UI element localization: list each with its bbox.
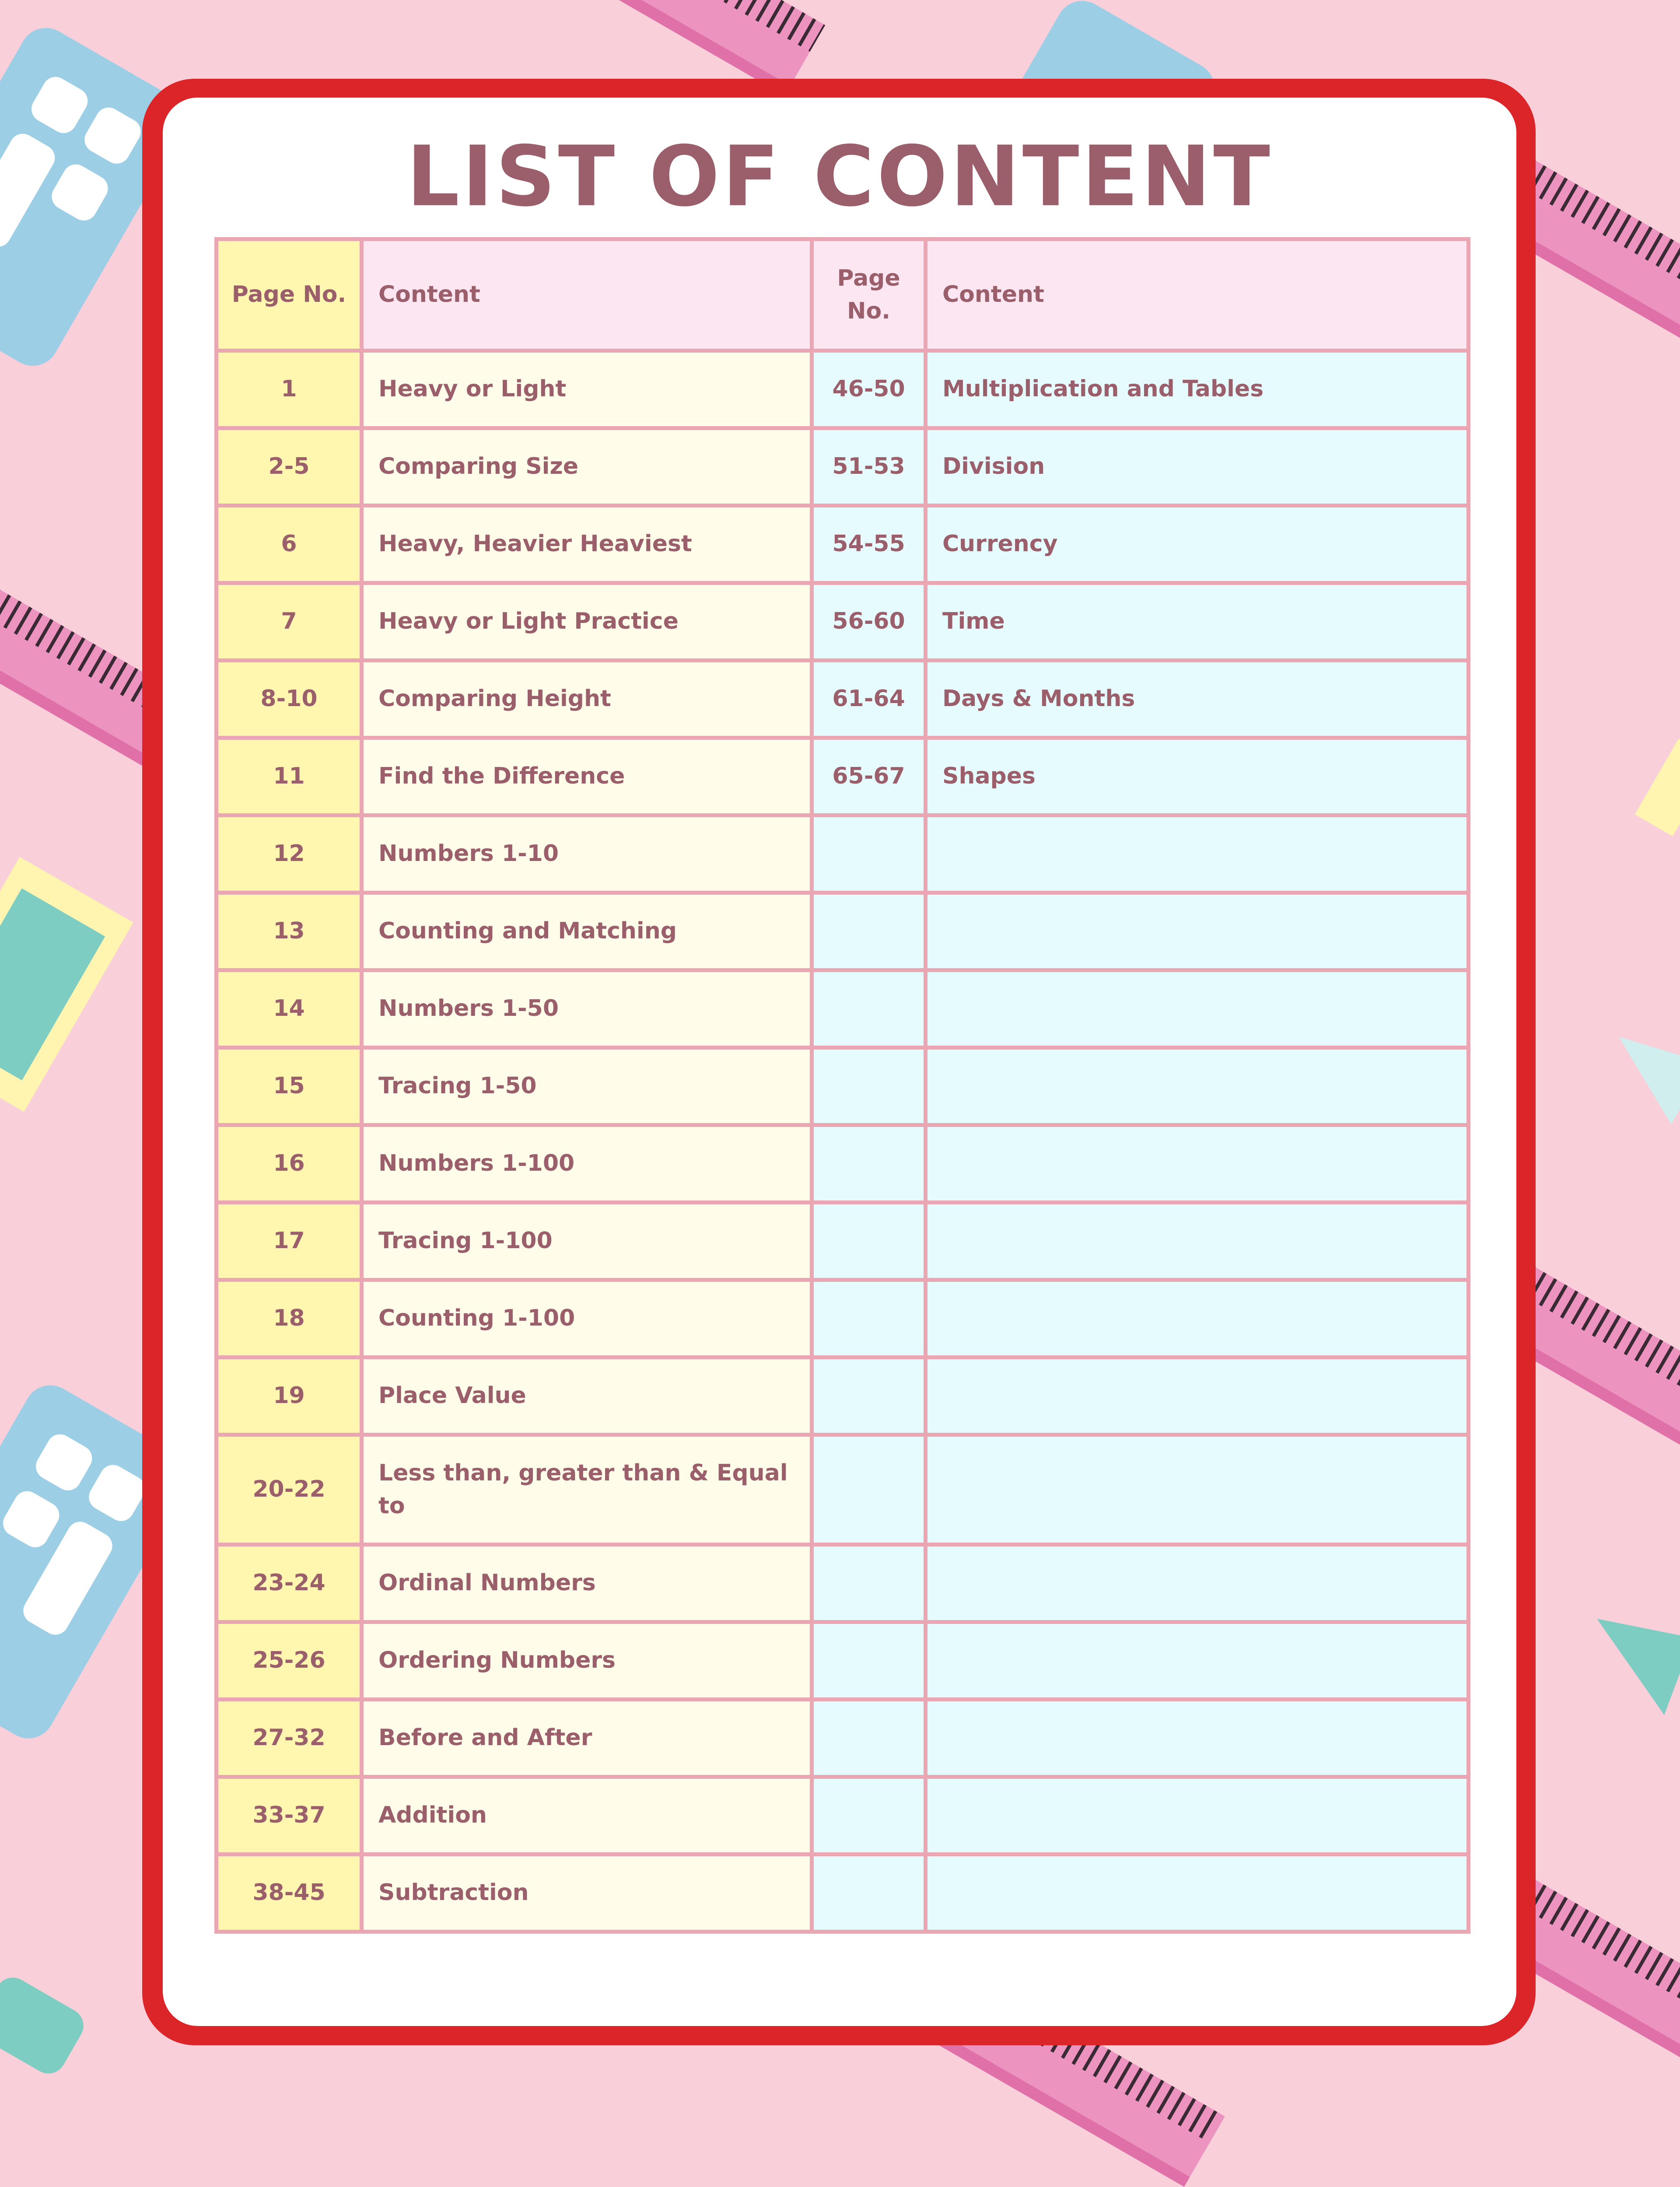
content-right: Shapes	[926, 738, 1469, 815]
table-row	[217, 1622, 1469, 1700]
content-right: Multiplication and Tables	[926, 351, 1469, 428]
content-right	[926, 1203, 1469, 1280]
content-card	[142, 79, 1536, 2045]
page-number-left: 14	[217, 970, 362, 1048]
content-right	[926, 1125, 1469, 1203]
content-right	[926, 1545, 1469, 1622]
contents-table	[214, 237, 1470, 1934]
content-right	[926, 970, 1469, 1048]
page-number-right	[812, 815, 926, 893]
card-inner	[163, 98, 1516, 2026]
table-row	[217, 1700, 1469, 1777]
content-left: Addition	[362, 1777, 812, 1855]
table-row	[217, 1280, 1469, 1358]
page-number-left: 13	[217, 893, 362, 970]
page-number-left: 8-10	[217, 661, 362, 738]
table-row	[217, 351, 1469, 428]
table-row	[217, 1048, 1469, 1125]
page-number-right	[812, 1855, 926, 1932]
page-number-left: 25-26	[217, 1622, 362, 1700]
content-right	[926, 1777, 1469, 1855]
page-number-right	[812, 1545, 926, 1622]
page-number-left: 11	[217, 738, 362, 815]
page-number-right: 51-53	[812, 428, 926, 506]
content-left: Heavy, Heavier Heaviest	[362, 506, 812, 583]
table-row	[217, 506, 1469, 583]
page-number-right	[812, 1358, 926, 1435]
eraser-icon	[1597, 1619, 1680, 1715]
page-number-left: 20-22	[217, 1435, 362, 1545]
page-number-left: 33-37	[217, 1777, 362, 1855]
header-page-no-1: Page No.	[217, 239, 362, 351]
page-number-right: 65-67	[812, 738, 926, 815]
table-row	[217, 1125, 1469, 1203]
content-left: Find the Difference	[362, 738, 812, 815]
content-left: Tracing 1-50	[362, 1048, 812, 1125]
page-number-right	[812, 1203, 926, 1280]
content-left: Counting 1-100	[362, 1280, 812, 1358]
page-number-right	[812, 1048, 926, 1125]
page-number-left: 15	[217, 1048, 362, 1125]
page-number-left: 1	[217, 351, 362, 428]
content-left: Numbers 1-50	[362, 970, 812, 1048]
page-number-left: 12	[217, 815, 362, 893]
content-left: Tracing 1-100	[362, 1203, 812, 1280]
table-row	[217, 1777, 1469, 1855]
content-left: Heavy or Light	[362, 351, 812, 428]
content-right	[926, 1048, 1469, 1125]
table-row	[217, 1203, 1469, 1280]
content-right	[926, 815, 1469, 893]
content-left: Comparing Height	[362, 661, 812, 738]
page-number-left: 27-32	[217, 1700, 362, 1777]
table-header-row	[217, 239, 1469, 351]
content-left: Comparing Size	[362, 428, 812, 506]
table-row	[217, 428, 1469, 506]
page-number-left: 19	[217, 1358, 362, 1435]
eraser-icon	[1619, 1037, 1680, 1124]
table-row	[217, 1545, 1469, 1622]
content-right: Days & Months	[926, 661, 1469, 738]
table-row	[217, 1855, 1469, 1932]
content-right: Currency	[926, 506, 1469, 583]
page-number-right: 54-55	[812, 506, 926, 583]
header-content-2: Content	[926, 239, 1469, 351]
content-right	[926, 1700, 1469, 1777]
table-row	[217, 738, 1469, 815]
table-row	[217, 661, 1469, 738]
content-left: Numbers 1-10	[362, 815, 812, 893]
content-left: Heavy or Light Practice	[362, 583, 812, 661]
page-number-right	[812, 1777, 926, 1855]
page-title: LIST OF CONTENT	[406, 128, 1273, 225]
page-number-left: 18	[217, 1280, 362, 1358]
content-right	[926, 1358, 1469, 1435]
page-number-left: 2-5	[217, 428, 362, 506]
set-square-icon	[1635, 738, 1680, 836]
content-left: Ordering Numbers	[362, 1622, 812, 1700]
page-number-right: 46-50	[812, 351, 926, 428]
content-left: Less than, greater than & Equal to	[362, 1435, 812, 1545]
header-content-1: Content	[362, 239, 812, 351]
table-row	[217, 893, 1469, 970]
page-number-right	[812, 893, 926, 970]
page-number-right: 61-64	[812, 661, 926, 738]
content-left: Before and After	[362, 1700, 812, 1777]
table-row	[217, 815, 1469, 893]
table-row	[217, 1435, 1469, 1545]
content-left: Counting and Matching	[362, 893, 812, 970]
content-right	[926, 893, 1469, 970]
content-left: Ordinal Numbers	[362, 1545, 812, 1622]
page-number-right	[812, 1125, 926, 1203]
header-page-no-2: Page No.	[812, 239, 926, 351]
page-number-right	[812, 1280, 926, 1358]
table-row	[217, 970, 1469, 1048]
page-number-right	[812, 1622, 926, 1700]
content-left: Place Value	[362, 1358, 812, 1435]
page-number-left: 6	[217, 506, 362, 583]
page-number-left: 7	[217, 583, 362, 661]
page-number-right	[812, 1435, 926, 1545]
content-right	[926, 1435, 1469, 1545]
content-right	[926, 1280, 1469, 1358]
content-left: Numbers 1-100	[362, 1125, 812, 1203]
eraser-icon	[0, 1971, 90, 2080]
page-number-right: 56-60	[812, 583, 926, 661]
content-right: Division	[926, 428, 1469, 506]
table-row	[217, 1358, 1469, 1435]
content-right	[926, 1855, 1469, 1932]
page-number-left: 38-45	[217, 1855, 362, 1932]
content-right: Time	[926, 583, 1469, 661]
content-left: Subtraction	[362, 1855, 812, 1932]
page-number-left: 17	[217, 1203, 362, 1280]
page-number-right	[812, 970, 926, 1048]
page-number-right	[812, 1700, 926, 1777]
table-row	[217, 583, 1469, 661]
page-number-left: 16	[217, 1125, 362, 1203]
set-square-icon	[0, 857, 133, 1112]
page-number-left: 23-24	[217, 1545, 362, 1622]
content-right	[926, 1622, 1469, 1700]
